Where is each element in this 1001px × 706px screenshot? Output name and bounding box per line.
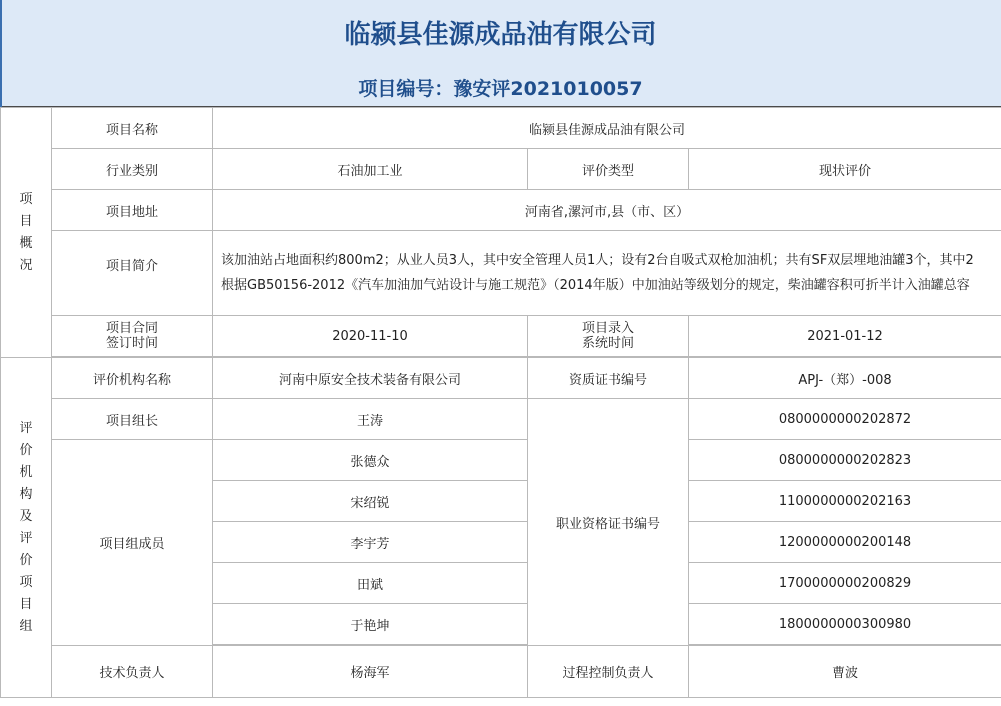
label-entry-date bbox=[528, 316, 689, 357]
value-leader: 王涛 bbox=[213, 399, 528, 440]
member-name: 宋绍锐 bbox=[213, 481, 528, 522]
member-name: 田斌 bbox=[213, 563, 528, 604]
value-org: 河南中原安全技术装备有限公司 bbox=[213, 358, 528, 399]
company-title: 临颍县佳源成品油有限公司 bbox=[344, 20, 657, 50]
label-qualification: 职业资格证书编号 bbox=[528, 399, 689, 646]
member-name: 李宇芳 bbox=[213, 522, 528, 563]
section-char: 价 bbox=[19, 552, 33, 568]
project-info-table bbox=[0, 107, 1001, 698]
value-contract-date: 2020-11-10 bbox=[213, 316, 528, 357]
report-header bbox=[0, 0, 1001, 107]
section-char: 概 bbox=[19, 235, 33, 251]
section-char: 价 bbox=[19, 442, 33, 458]
value-project-name: 临颍县佳源成品油有限公司 bbox=[213, 108, 1001, 149]
member-cert: 1700000000200829 bbox=[689, 563, 1001, 604]
section-char: 机 bbox=[19, 464, 33, 480]
member-cert: 1800000000300980 bbox=[689, 604, 1001, 645]
value-process: 曹波 bbox=[689, 646, 1001, 698]
section-char: 评 bbox=[19, 530, 33, 546]
intro-line: 根据GB50156-2012《汽车加油加气站设计与施工规范》（2014年版）中加油站等级划分的规定，柴油罐容积可折半计入油罐总容 bbox=[221, 278, 970, 293]
label-line: 项目合同 bbox=[105, 321, 158, 336]
row-intro bbox=[1, 231, 1001, 316]
label-line: 项目录入 bbox=[581, 321, 634, 336]
value-leader-cert: 0800000000202872 bbox=[689, 399, 1001, 440]
value-cert: APJ-（郑）-008 bbox=[689, 358, 1001, 399]
value-intro bbox=[213, 231, 1001, 316]
section-char: 目 bbox=[19, 596, 33, 612]
value-address: 河南省,漯河市,县（市、区） bbox=[213, 190, 1001, 231]
section-char: 构 bbox=[19, 486, 33, 502]
label-line: 系统时间 bbox=[581, 336, 634, 351]
member-name: 于艳坤 bbox=[213, 604, 528, 645]
label-line: 签订时间 bbox=[105, 336, 158, 351]
section-project-overview bbox=[1, 108, 52, 358]
section-char: 项 bbox=[19, 574, 33, 590]
member-name: 张德众 bbox=[213, 440, 528, 481]
table-bottom-edge bbox=[0, 697, 1001, 698]
section-char: 目 bbox=[19, 213, 33, 229]
label-process: 过程控制负责人 bbox=[528, 646, 689, 698]
section-char: 项 bbox=[19, 191, 33, 207]
label-cert: 资质证书编号 bbox=[528, 358, 689, 399]
section-char: 评 bbox=[19, 420, 33, 436]
row-tech bbox=[1, 646, 1001, 698]
label-industry: 行业类别 bbox=[52, 149, 213, 190]
member-cert: 1200000000200148 bbox=[689, 522, 1001, 563]
row-project-name bbox=[1, 108, 1001, 149]
row-leader bbox=[1, 399, 1001, 440]
label-contract-date bbox=[52, 316, 213, 357]
member-cert: 0800000000202823 bbox=[689, 440, 1001, 481]
label-address: 项目地址 bbox=[52, 190, 213, 231]
row-address bbox=[1, 190, 1001, 231]
label-eval-type: 评价类型 bbox=[528, 149, 689, 190]
value-industry: 石油加工业 bbox=[213, 149, 528, 190]
row-org bbox=[1, 358, 1001, 399]
section-char: 组 bbox=[19, 618, 33, 634]
label-intro: 项目简介 bbox=[52, 231, 213, 316]
label-project-name: 项目名称 bbox=[52, 108, 213, 149]
row-dates bbox=[1, 316, 1001, 357]
row-industry bbox=[1, 149, 1001, 190]
value-tech: 杨海军 bbox=[213, 646, 528, 698]
label-members: 项目组成员 bbox=[52, 440, 213, 646]
member-cert: 1100000000202163 bbox=[689, 481, 1001, 522]
section-char: 况 bbox=[19, 257, 33, 273]
intro-line: 该加油站占地面积约800m2；从业人员3人，其中安全管理人员1人；设有2台自吸式双枪加油机；共有SF双层埋地油罐3个，其中2 bbox=[221, 253, 974, 268]
value-entry-date: 2021-01-12 bbox=[689, 316, 1001, 357]
label-leader: 项目组长 bbox=[52, 399, 213, 440]
table-row bbox=[1, 440, 1001, 481]
section-char: 及 bbox=[19, 508, 33, 524]
project-number: 项目编号：豫安评2021010057 bbox=[358, 78, 643, 100]
label-tech: 技术负责人 bbox=[52, 646, 213, 698]
value-eval-type: 现状评价 bbox=[689, 149, 1001, 190]
label-org: 评价机构名称 bbox=[52, 358, 213, 399]
section-evaluation-team bbox=[1, 358, 52, 698]
